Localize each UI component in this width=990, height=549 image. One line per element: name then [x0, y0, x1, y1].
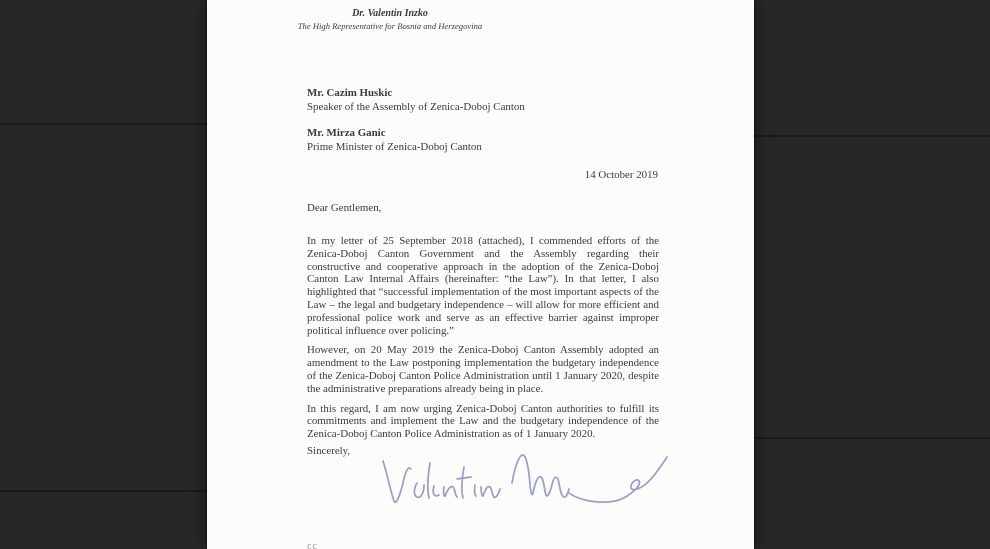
background-frame-line [0, 490, 207, 492]
background-panel-right [754, 0, 990, 549]
recipient-role: Speaker of the Assembly of Zenica-Doboj Canton [307, 100, 525, 113]
closing: Sincerely, [307, 445, 351, 457]
background-frame-line [754, 437, 990, 439]
letterhead [267, 8, 513, 31]
background-frame-line [754, 135, 990, 137]
recipient-block-2 [307, 127, 482, 154]
signature-valentin-inzko [355, 449, 670, 516]
background-panel-left [0, 0, 207, 549]
recipient-name: Mr. Mirza Ganic [307, 127, 386, 139]
letter-body [307, 235, 659, 448]
salutation: Dear Gentlemen, [307, 202, 382, 214]
letter-page [207, 0, 754, 549]
cc-line: cc [307, 541, 318, 549]
paragraph-3: In this regard, I am now urging Zenica-Doboj Canton authorities to fulfill its commitments and implement the Law and the budgetary independence of the Zenica-Doboj Canton Police Administration as of 1 January 2020. [307, 402, 659, 441]
recipient-role: Prime Minister of Zenica-Doboj Canton [307, 140, 482, 153]
background-frame-line [0, 123, 207, 125]
paragraph-1: In my letter of 25 September 2018 (attached), I commended efforts of the Zenica-Doboj Canton Government and the Assembly regarding their constructive and cooperative approach in the adoption of the Zenica-Doboj Canton Law Internal Affairs (hereinafter: “the Law”). In that letter, I also highlighted that “successful implementation of the most important aspects of the Law – the legal and budgetary independence – will allow for more efficient and professional police work and serve as an effective barrier against improper political influence over policing.” [307, 235, 659, 337]
letterhead-name: Dr. Valentin Inzko [352, 8, 428, 19]
recipient-block-1 [307, 87, 525, 114]
recipient-name: Mr. Cazim Huskic [307, 87, 393, 99]
letterhead-title: The High Representative for Bosnia and Herzegovina [297, 21, 483, 31]
paragraph-2: However, on 20 May 2019 the Zenica-Doboj Canton Assembly adopted an amendment to the Law postponing implementation the budgetary independence of the Zenica-Doboj Canton Police Administration until 1 January 2020, despite the administrative preparations already being in place. [307, 344, 659, 395]
letter-date: 14 October 2019 [584, 169, 658, 181]
